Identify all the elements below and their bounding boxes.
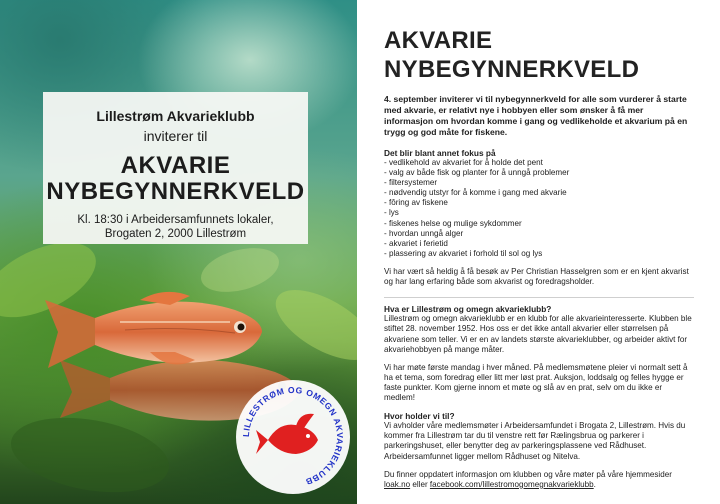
logo-ring-text: LILLESTRØM OG OMEGN AKVARIEKLUBB bbox=[240, 384, 346, 488]
intro-paragraph: 4. september inviterer vi til nybegynnerkveld for alle som vurderer å starte med akvarie, er relativt nye i hobbyen eller som ønsker å få mer informasjon om hvordan komme i gang og vedlikeholde et akvarium på en trygg og god måte for fiskene. bbox=[384, 94, 688, 137]
where-paragraph: Vi avholder våre medlemsmøter i Arbeidersamfundet i Brogata 2, Lillestrøm. Hvis du kommer fra Lillestrøm tar du til venstre rett før Rælingsbrua og parkerer i parkeringshuset, eller benytter deg av parkeringsplassene ved Rådhuset. Arbeidersamfunnet ligger mellom Rådhuset og Nitelva. bbox=[384, 421, 686, 461]
focus-item: - fôring av fiskene bbox=[384, 198, 448, 208]
more-info-text: Du finner oppdatert informasjon om klubben og våre møter på våre hjemmesider bbox=[384, 469, 672, 479]
focus-item: - hvordan unngå alger bbox=[384, 228, 464, 238]
event-time-line2: Brogaten 2, 2000 Lillestrøm bbox=[104, 228, 247, 240]
focus-item: - nødvendig utstyr for å komme i gang med akvarie bbox=[384, 188, 567, 198]
event-title bbox=[43, 153, 308, 205]
event-time-line1: Kl. 18:30 i Arbeidersamfunnets lokaler, bbox=[77, 214, 274, 226]
more-info-paragraph bbox=[384, 470, 694, 490]
focus-item: - plassering av akvariet i forhold til sol og lys bbox=[384, 248, 543, 258]
event-title-line1: AKVARIE bbox=[120, 152, 231, 179]
invites-text: inviterer til bbox=[143, 128, 208, 144]
club-name: Lillestrøm Akvarieklubb bbox=[96, 108, 255, 124]
about-heading: Hva er Lillestrøm og omegn akvarieklubb? bbox=[384, 304, 552, 315]
aquarium-photo bbox=[0, 0, 357, 504]
focus-item: - lys bbox=[384, 208, 399, 218]
section-divider bbox=[384, 297, 694, 298]
page-title-line1: AKVARIE bbox=[384, 27, 493, 54]
focus-list bbox=[384, 158, 694, 259]
where-heading: Hvor holder vi til? bbox=[384, 411, 455, 422]
fish-front bbox=[45, 292, 262, 368]
focus-item: - vedlikehold av akvariet for å holde det pent bbox=[384, 158, 543, 167]
event-title-line2: NYBEGYNNERKVELD bbox=[46, 178, 305, 205]
facebook-link[interactable]: facebook.com/lillestromogomegnakvarieklubb bbox=[429, 479, 594, 489]
speaker-paragraph: Vi har vært så heldig å få besøk av Per Christian Hasselgren som er en kjent akvarist og har lang erfaring både som akvarist og foredragsholder. bbox=[384, 266, 689, 287]
text-panel bbox=[384, 26, 694, 498]
focus-item: - valg av både fisk og planter for å unngå problemer bbox=[384, 168, 570, 178]
invitation-box bbox=[43, 92, 308, 244]
meetings-paragraph: Vi har møte første mandag i hver måned. På medlemsmøtene pleier vi normalt sett å ha et tema, som foredrag eller litt mer løst prat. Auksjon, loddsalg og felles hygge er faste punkter. Kom gjerne innom et møte og slå av en prat, selv om du ikke er medlem! bbox=[384, 362, 688, 402]
about-paragraph: Lillestrøm og omegn akvarieklubb er en klubb for alle akvarieinteresserte. Klubben ble stiftet 28. november 1952. Hos oss er det ikke antall akvarier eller størrelsen på akvariene som teller. Vi er en av landets største akvarieklubber, og arbeider aktivt for akvariehobbyen på mange måter. bbox=[384, 314, 692, 354]
focus-item: - fiskenes helse og mulige sykdommer bbox=[384, 218, 522, 228]
focus-heading: Det blir blant annet fokus på bbox=[384, 148, 496, 158]
club-logo-icon bbox=[234, 378, 352, 496]
end-punctuation: . bbox=[593, 479, 596, 489]
focus-item: - akvariet i ferietid bbox=[384, 238, 448, 248]
link-separator: eller bbox=[412, 479, 428, 489]
page-title-line2: NYBEGYNNERKVELD bbox=[384, 56, 640, 83]
page-title bbox=[384, 26, 694, 84]
focus-item: - filtersystemer bbox=[384, 178, 438, 188]
website-link[interactable]: loak.no bbox=[384, 479, 411, 489]
event-time-location bbox=[43, 213, 308, 241]
